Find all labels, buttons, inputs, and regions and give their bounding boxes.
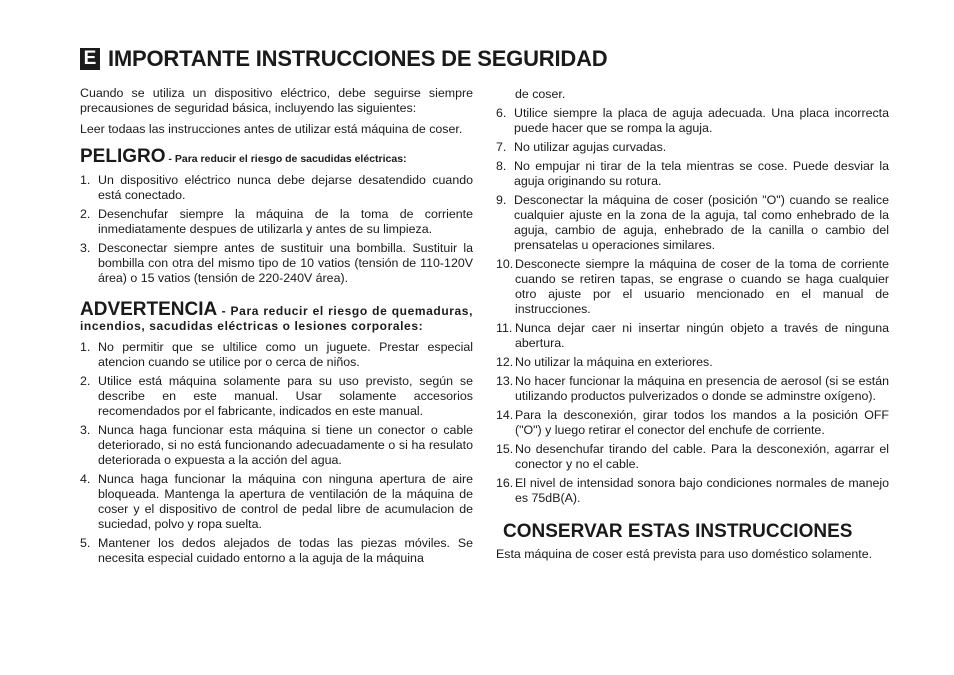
item-number: 16.	[496, 476, 514, 490]
list-item	[496, 159, 889, 189]
list-item	[80, 374, 473, 419]
list-item	[80, 536, 473, 566]
item-number: 1.	[80, 340, 91, 354]
item-text: Desconectar siempre antes de sustituir una bombilla. Sustituir la bombilla con otra del mismo tipo de 10 vatios (tensión de 110-120V área) o 15 vatios (tensión de 220-240V área).	[98, 241, 473, 285]
list-item	[496, 355, 889, 370]
advertencia-list-right	[496, 106, 889, 506]
item-number: 13.	[496, 374, 514, 388]
conservar-heading: CONSERVAR ESTAS INSTRUCCIONES	[503, 521, 853, 542]
list-item	[80, 173, 473, 203]
item-number: 4.	[80, 472, 91, 486]
item-text: Utilice siempre la placa de aguja adecuada. Una placa incorrecta puede hacer que se rompa la aguja.	[514, 106, 889, 135]
list-item	[496, 408, 889, 438]
item-text: No utilizar agujas curvadas.	[514, 140, 667, 154]
item-text: Para la desconexión, girar todos los mandos a la posición OFF ("O") y luego retirar el conector del enchufe de corriente.	[515, 408, 889, 437]
intro-paragraph: Leer todaas las instrucciones antes de utilizar está máquina de coser.	[80, 122, 463, 136]
item-text: No empujar ni tirar de la tela mientras se cose. Puede desviar la aguja originando su rotura.	[514, 159, 889, 188]
list-item	[496, 106, 889, 136]
item-number: 9.	[496, 193, 507, 207]
list-item	[496, 476, 889, 506]
advertencia-heading	[80, 299, 473, 334]
list-item	[80, 472, 473, 532]
item-number: 6.	[496, 106, 507, 120]
item-text: El nivel de intensidad sonora bajo condiciones normales de manejo es 75dB(A).	[515, 476, 889, 505]
list-item	[496, 193, 889, 253]
item-text: Mantener los dedos alejados de todas las piezas móviles. Se necesita especial cuidado entorno a la aguja de la máquina	[98, 536, 473, 565]
item-number: 7.	[496, 140, 507, 154]
list-item	[80, 207, 473, 237]
peligro-heading	[80, 146, 473, 167]
list-item	[496, 321, 889, 351]
item-text: Desconecte siempre la máquina de coser de la toma de corriente cuando se retiren tapas, se engrase o cuando se haga cualquier otro ajuste por el usuario mencionado en el manual de instrucciones.	[515, 257, 889, 316]
item-text: No utilizar la máquina en exteriores.	[515, 355, 713, 369]
item-text: Nunca haga funcionar esta máquina si tiene un conector o cable deteriorado, si no está funcionando adecuadamente o si ha resulato deteriorada o expuesta a la acción del agua.	[98, 423, 473, 467]
left-column	[80, 86, 473, 570]
item-number: 3.	[80, 241, 91, 255]
item-text: Utilice está máquina solamente para su uso previsto, según se describe en este manual. Usar solamente accesorios recomendados por el fabricante, indicados en este manual.	[98, 374, 473, 418]
list-item	[496, 374, 889, 404]
list-item	[496, 442, 889, 472]
peligro-label: PELIGRO	[80, 146, 166, 167]
item-number: 5.	[80, 536, 91, 550]
advertencia-label: ADVERTENCIA	[80, 299, 218, 320]
right-column	[496, 87, 889, 568]
conservar-paragraph: Esta máquina de coser está prevista para uso doméstico solamente.	[496, 547, 873, 561]
language-badge: E	[80, 48, 100, 70]
item-text: Nunca haga funcionar la máquina con ninguna apertura de aire bloqueada. Mantenga la apertura de ventilación de la máquina de coser y el dispositivo de control de pedal libre de acumulacion de suciedad, polvo y ropa suelta.	[98, 472, 473, 531]
advertencia-subtitle: - Para reducir el riesgo de quemaduras, incendios, sacudidas eléctricas o lesiones corporales:	[80, 304, 473, 333]
item-number: 8.	[496, 159, 507, 173]
item-text: Un dispositivo eléctrico nunca debe dejarse desatendido cuando está conectado.	[98, 173, 473, 202]
item-text: Desconectar la máquina de coser (posición "O") cuando se realice cualquier ajuste en la zona de la aguja, tal como enhebrado de la aguja, cambio de aguja, enhebrado de la canilla o cambio del prensatelas u operaciones similares.	[514, 193, 889, 252]
advertencia-list-left	[80, 340, 473, 566]
peligro-list	[80, 173, 473, 286]
item-text: Nunca dejar caer ni insertar ningún objeto a través de ninguna abertura.	[515, 321, 889, 350]
item-number: 14.	[496, 408, 514, 422]
list-item	[496, 140, 889, 155]
page-title: IMPORTANTE INSTRUCCIONES DE SEGURIDAD	[108, 46, 608, 71]
peligro-subtitle: - Para reducir el riesgo de sacudidas eléctricas:	[165, 153, 407, 165]
item-text: Desenchufar siempre la máquina de la toma de corriente inmediatamente despues de utilizarla y antes de su limpieza.	[98, 207, 473, 236]
item-text: No hacer funcionar la máquina en presencia de aerosol (si se están utilizando productos pulverizados o donde se adminstre oxígeno).	[515, 374, 889, 403]
item-number: 2.	[80, 207, 91, 221]
item-continuation: de coser.	[515, 87, 566, 101]
list-item	[496, 257, 889, 317]
intro-paragraph: Cuando se utiliza un dispositivo eléctrico, debe seguirse siempre precausiones de seguridad básica, incluyendo las siguientes:	[80, 86, 473, 115]
item-number: 10.	[496, 257, 514, 271]
item-number: 1.	[80, 173, 91, 187]
item-number: 3.	[80, 423, 91, 437]
list-item	[80, 423, 473, 468]
list-item	[80, 241, 473, 286]
item-number: 15.	[496, 442, 514, 456]
item-number: 2.	[80, 374, 91, 388]
item-text: No desenchufar tirando del cable. Para la desconexión, agarrar el conector y no el cable.	[515, 442, 889, 471]
item-number: 11.	[496, 321, 513, 335]
list-item	[80, 340, 473, 370]
item-text: No permitir que se ultilice como un juguete. Prestar especial atencion cuando se utilice por o cerca de niños.	[98, 340, 473, 369]
item-number: 12.	[496, 355, 514, 369]
page-header	[80, 46, 607, 72]
